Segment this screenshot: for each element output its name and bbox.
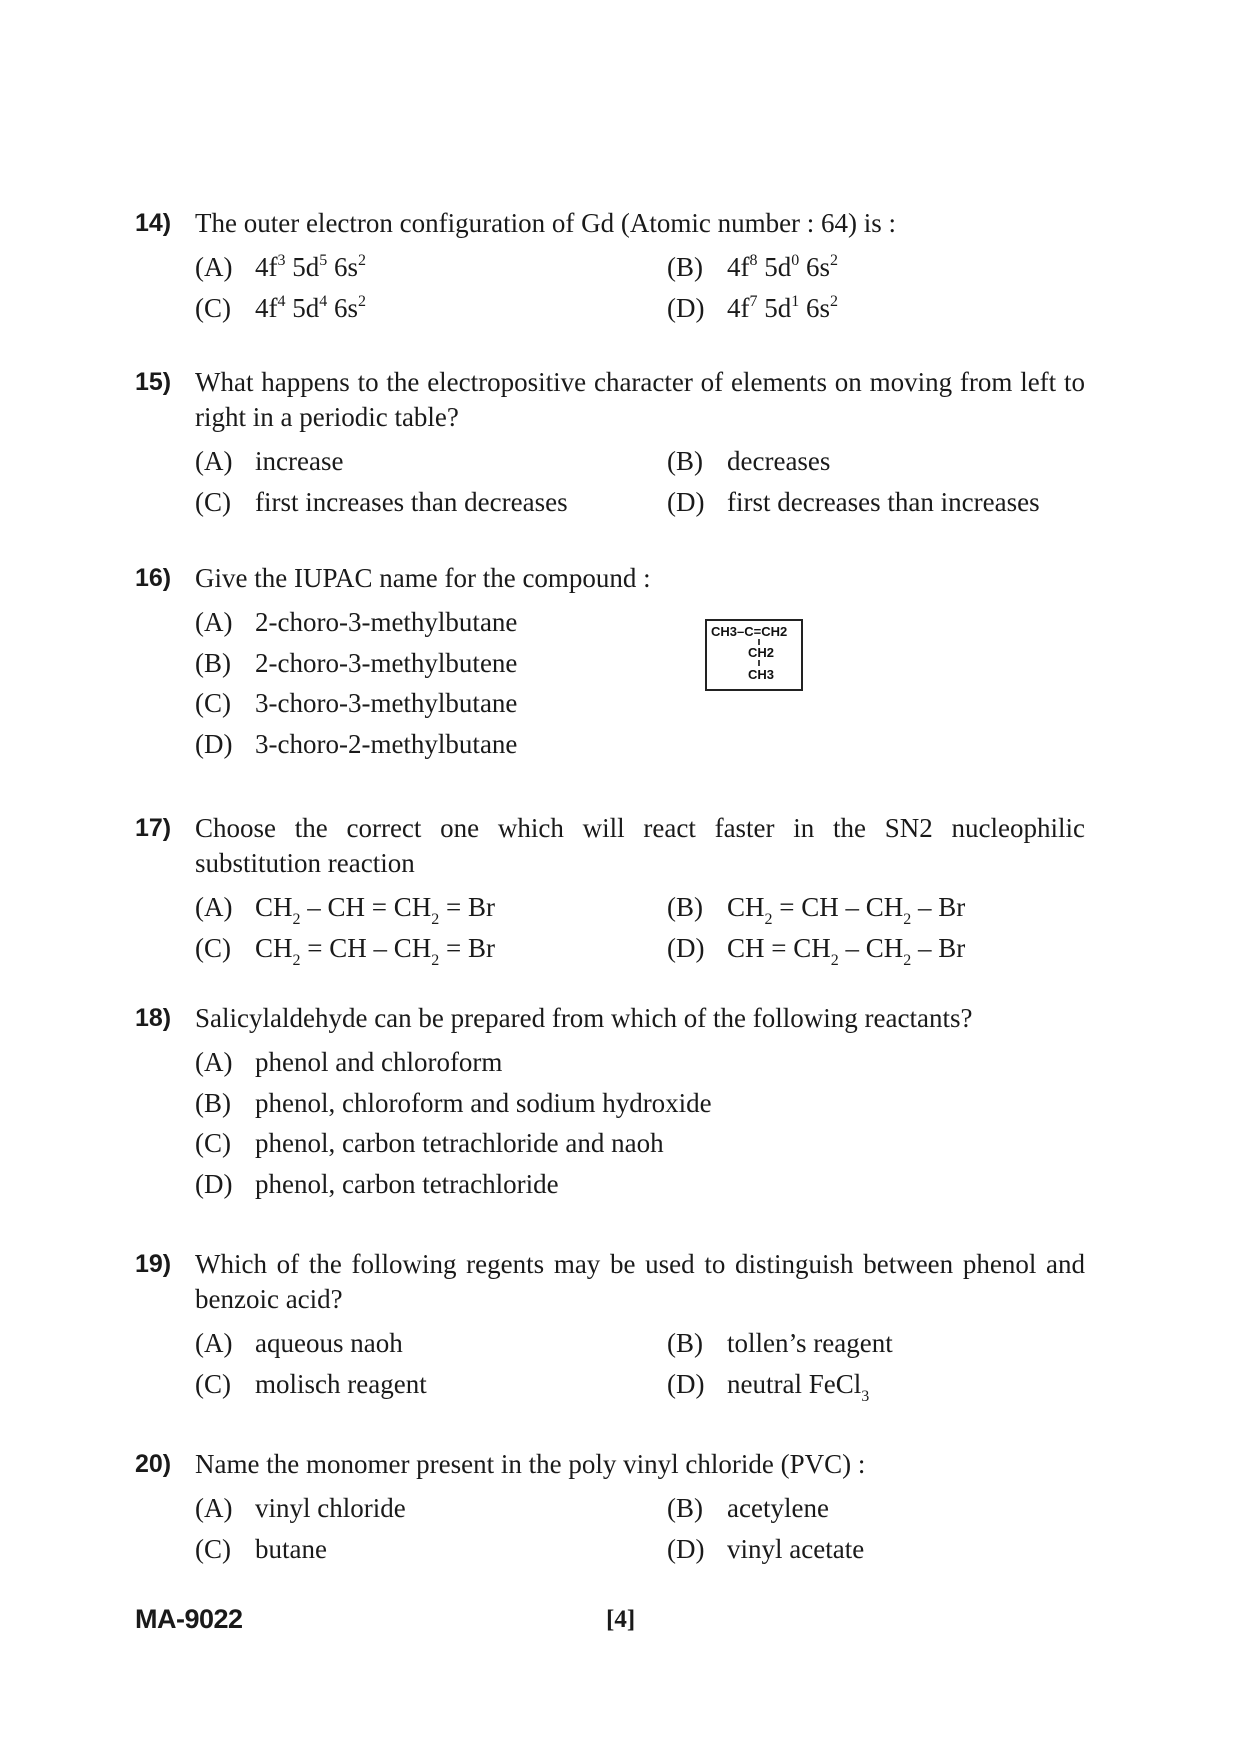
option-b: (B) $CH_2$ = CH – $CH_2$ – Br <box>667 892 966 928</box>
option-c: (C) molisch reagent <box>195 1368 427 1399</box>
option-d: (D) 3-choro-2-methylbutane <box>195 728 518 759</box>
question-number: 17) <box>135 814 172 842</box>
options <box>195 887 1085 968</box>
option-a: (A) aqueous naoh <box>195 1328 403 1358</box>
question-text: What happens to the electropositive character of elements on moving from left to right in a periodic table? <box>195 367 1085 432</box>
question-17 <box>135 811 1085 968</box>
option-b: (B) $4f^8$ $5d^0$ $6s^2$ <box>667 252 839 282</box>
options <box>195 1042 1085 1204</box>
structure-line-1: CH3–C=CH2 <box>711 624 788 639</box>
option-b: (B) 2-choro-3-methylbutene <box>195 647 518 678</box>
question-stem <box>135 1247 1085 1317</box>
question-text: The outer electron configuration of Gd (Atomic number : 64) is : <box>195 208 897 238</box>
option-c: (C) $CH_2$ = CH – $CH_2 = Br$ <box>195 932 495 969</box>
page-number: [4] <box>606 1606 636 1633</box>
question-number: 15) <box>135 368 172 396</box>
option-a: (A) increase <box>195 446 344 476</box>
question-18 <box>135 1001 1085 1204</box>
question-20 <box>135 1447 1085 1569</box>
question-stem <box>135 561 1085 596</box>
question-text: Name the monomer present in the poly vinyl chloride (PVC) : <box>195 1449 866 1479</box>
question-number: 19) <box>135 1250 172 1278</box>
option-d: (D) neutral FeCl$_3$ <box>667 1368 870 1405</box>
question-stem <box>135 811 1085 881</box>
structure-line-3: CH3 <box>748 667 775 682</box>
option-b: (B) tollen’s reagent <box>667 1328 893 1358</box>
option-a: (A) phenol and chloroform <box>195 1047 503 1077</box>
question-19 <box>135 1247 1085 1404</box>
paper-code: MA-9022 <box>135 1604 243 1634</box>
question-text: Give the IUPAC name for the compound : <box>195 563 651 593</box>
question-stem <box>135 365 1085 435</box>
option-d: (D) CH = $CH_2 - CH_2$ – Br <box>667 932 966 969</box>
option-c: (C) butane <box>195 1533 327 1564</box>
option-b: (B) phenol, chloroform and sodium hydroxide <box>195 1087 712 1118</box>
question-text: Choose the correct one which will react faster in the SN2 nucleophilic substitution reaction <box>195 813 1085 878</box>
options <box>195 441 1085 522</box>
option-d: (D) vinyl acetate <box>667 1533 865 1564</box>
option-c: (C) $4f^4$ $5d^4$ $6s^2$ <box>195 292 367 323</box>
option-d: (D) phenol, carbon tetrachloride <box>195 1168 559 1199</box>
options <box>195 1488 1085 1569</box>
question-stem <box>135 1001 1085 1036</box>
options <box>195 247 1085 328</box>
options <box>195 602 1085 764</box>
option-b: (B) decreases <box>667 446 831 476</box>
question-15 <box>135 365 1085 522</box>
option-a: (A) $CH_2$ – CH = $CH_2 = Br$ <box>195 892 495 928</box>
structure-line-2: CH2 <box>748 645 775 660</box>
question-16 <box>135 561 1085 764</box>
question-text: Which of the following regents may be used to distinguish between phenol and benzoic acid? <box>195 1249 1085 1314</box>
question-number: 14) <box>135 209 172 237</box>
option-c: (C) first increases than decreases <box>195 486 568 517</box>
option-a: (A) $4f^3$ $5d^5$ $6s^2$ <box>195 252 367 282</box>
question-text: Salicylaldehyde can be prepared from which of the following reactants? <box>195 1003 973 1033</box>
option-c: (C) phenol, carbon tetrachloride and naoh <box>195 1128 664 1158</box>
compound-structure-figure <box>705 619 803 691</box>
question-number: 18) <box>135 1004 172 1032</box>
question-stem <box>135 206 1085 241</box>
question-number: 20) <box>135 1450 172 1478</box>
options <box>195 1323 1085 1404</box>
option-a: (A) 2-choro-3-methylbutane <box>195 607 518 637</box>
option-c: (C) 3-choro-3-methylbutane <box>195 688 518 718</box>
option-a: (A) vinyl chloride <box>195 1493 406 1523</box>
question-stem <box>135 1447 1085 1482</box>
question-14 <box>135 206 1085 328</box>
option-b: (B) acetylene <box>667 1493 829 1523</box>
option-d: (D) $4f^7$ $5d^1$ $6s^2$ <box>667 292 839 323</box>
question-number: 16) <box>135 564 172 592</box>
option-d: (D) first decreases than increases <box>667 486 1040 517</box>
